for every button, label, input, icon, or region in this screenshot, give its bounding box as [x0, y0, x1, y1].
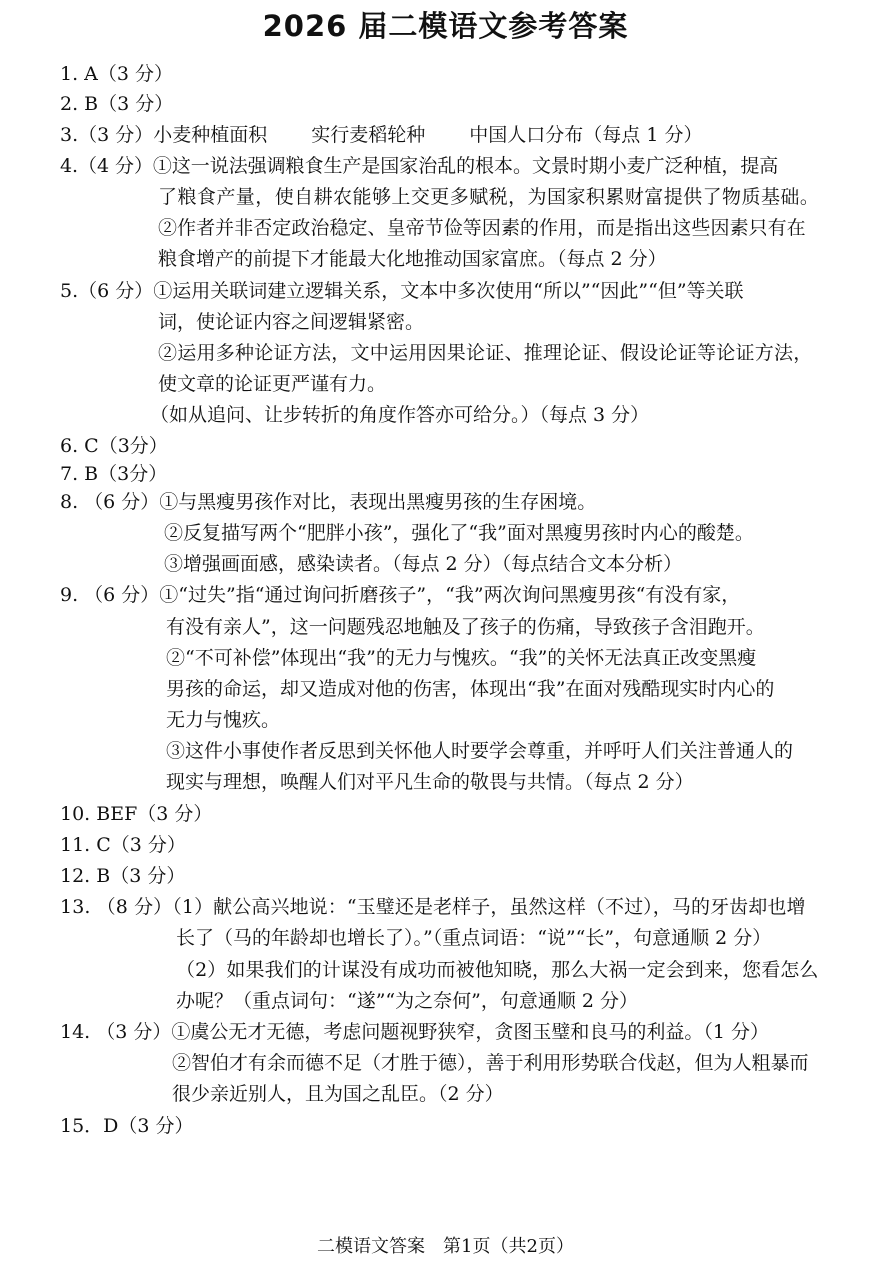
page-title: 2026 届二模语文参考答案 — [262, 9, 629, 43]
answer-9-line-7: 现实与理想，唤醒人们对平凡生命的敬畏与共情。（每点 2 分） — [166, 771, 694, 793]
answer-6: 6. C（3分） — [60, 435, 168, 457]
answer-13-line-1: 13. （8 分）（1）献公高兴地说：“玉璧还是老样子，虽然这样（不过），马的牙齿却也增 — [60, 896, 806, 918]
answer-9-line-2: 有没有亲人”，这一问题残忍地触及了孩子的伤痛，导致孩子含泪跑开。 — [166, 616, 765, 638]
answer-3 — [60, 120, 702, 150]
answer-13-line-2: 长了（马的年龄却也增长了）。”（重点词语：“说”“长”，句意通顺 2 分） — [176, 927, 772, 949]
answer-8-line-2: ②反复描写两个“肥胖小孩”，强化了“我”面对黑瘦男孩时内心的酸楚。 — [164, 522, 754, 544]
answer-14-line-3: 很少亲近别人，且为国之乱臣。（2 分） — [172, 1083, 504, 1105]
page-footer: 二模语文答案 第1页（共2页） — [317, 1236, 574, 1257]
answer-9-line-4: 男孩的命运，却又造成对他的伤害，体现出“我”在面对残酷现实时内心的 — [166, 678, 775, 700]
answer-5-line-1: 5.（6 分）①运用关联词建立逻辑关系，文本中多次使用“所以”“因此”“但”等关联 — [60, 280, 744, 302]
answer-5-line-2: 词，使论证内容之间逻辑紧密。 — [158, 311, 425, 333]
answer-3-part-3: 中国人口分布（每点 1 分） — [469, 124, 703, 146]
answer-4-line-1: 4.（4 分）①这一说法强调粮食生产是国家治乱的根本。文景时期小麦广泛种植，提高 — [60, 155, 779, 177]
answer-7: 7. B（3分） — [60, 463, 168, 485]
answer-14-line-1: 14. （3 分）①虞公无才无德，考虑问题视野狭窄，贪图玉璧和良马的利益。（1 分） — [60, 1021, 770, 1043]
answer-5-line-3: ②运用多种论证方法，文中运用因果论证、推理论证、假设论证等论证方法， — [158, 342, 813, 364]
answer-12: 12. B（3 分） — [60, 865, 186, 887]
answer-5-line-5: （如从追问、让步转折的角度作答亦可给分。）（每点 3 分） — [150, 404, 650, 426]
answer-9-line-3: ②“不可补偿”体现出“我”的无力与愧疚。“我”的关怀无法真正改变黑瘦 — [166, 647, 757, 669]
answer-10: 10. BEF（3 分） — [60, 803, 213, 825]
answer-14-line-2: ②智伯才有余而德不足（才胜于德），善于利用形势联合伐赵，但为人粗暴而 — [172, 1052, 809, 1074]
answer-1: 1. A（3 分） — [60, 63, 174, 85]
answer-4-line-3: ②作者并非否定政治稳定、皇帝节俭等因素的作用，而是指出这些因素只有在 — [158, 217, 806, 239]
answer-3-part-2: 实行麦稻轮种 — [311, 124, 426, 146]
answer-9-line-5: 无力与愧疚。 — [166, 709, 281, 731]
answer-4-line-2: 了粮食产量，使自耕农能够上交更多赋税，为国家积累财富提供了物质基础。 — [158, 186, 820, 208]
answer-8-line-3: ③增强画面感，感染读者。（每点 2 分）（每点结合文本分析） — [164, 553, 683, 575]
answer-9-line-6: ③这件小事使作者反思到关怀他人时要学会尊重，并呼吁人们关注普通人的 — [166, 740, 794, 762]
answer-2: 2. B（3 分） — [60, 93, 174, 115]
answer-13-line-4: 办呢？（重点词句：“遂”“为之奈何”，句意通顺 2 分） — [176, 990, 639, 1012]
answer-11: 11. C（3 分） — [60, 834, 186, 856]
answer-3-part-1: 3.（3 分）小麦种植面积 — [60, 124, 268, 146]
answer-5-line-4: 使文章的论证更严谨有力。 — [158, 373, 387, 395]
answer-13-line-3: （2）如果我们的计谋没有成功而被他知晓，那么大祸一定会到来，您看怎么 — [176, 959, 819, 981]
answer-4-line-4: 粮食增产的前提下才能最大化地推动国家富庶。（每点 2 分） — [158, 248, 667, 270]
answer-15: 15．D（3 分） — [60, 1115, 194, 1137]
answer-8-line-1: 8. （6 分）①与黑瘦男孩作对比，表现出黑瘦男孩的生存困境。 — [60, 491, 597, 513]
answer-9-line-1: 9. （6 分）①“过失”指“通过询问折磨孩子”，“我”两次询问黑瘦男孩“有没有家， — [60, 584, 741, 606]
